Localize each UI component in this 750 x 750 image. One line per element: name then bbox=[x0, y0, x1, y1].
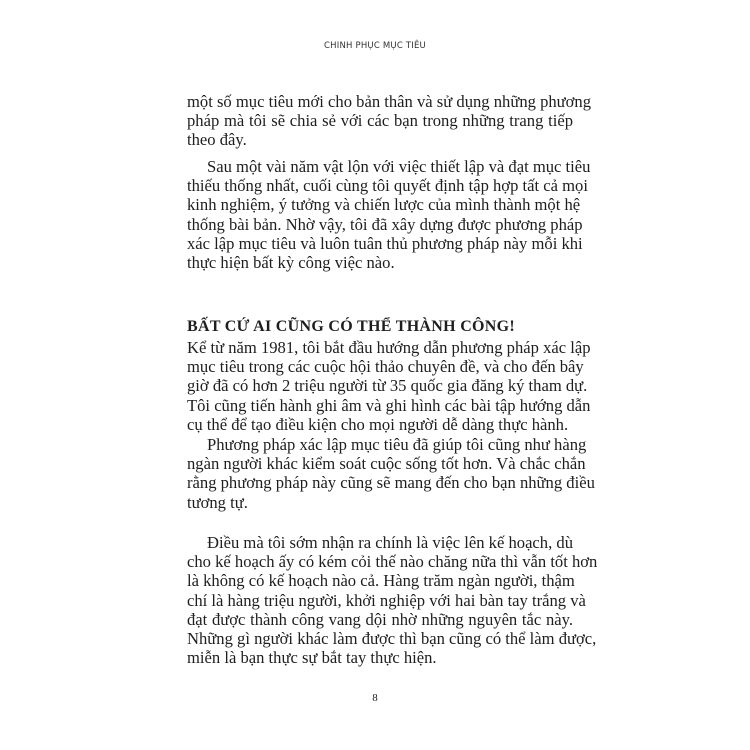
text-line: cụ thể để tạo điều kiện cho mọi người dễ dàng thực hành. bbox=[187, 414, 569, 434]
paragraph-method bbox=[187, 435, 595, 512]
text-line: theo đây. bbox=[187, 130, 247, 150]
text-line: chí là hàng triệu người, khởi nghiệp với hai bàn tay trắng và bbox=[187, 590, 586, 610]
text-line: Kể từ năm 1981, tôi bắt đầu hướng dẫn phương pháp xác lập bbox=[187, 338, 591, 357]
text-line: Những gì người khác làm được thì bạn cũng có thể làm được, bbox=[187, 628, 597, 648]
paragraph-continuation bbox=[187, 92, 592, 150]
text-line: giờ đã có hơn 2 triệu người từ 35 quốc gia đăng ký tham dự. bbox=[187, 376, 588, 396]
paragraph-planning bbox=[187, 533, 598, 668]
paragraph-since-1981 bbox=[187, 338, 591, 434]
text-line: là không có kế hoạch nào cả. Hàng trăm ngàn người, thậm bbox=[187, 571, 575, 591]
text-line: thiếu thống nhất, cuối cùng tôi quyết định tập hợp tất cả mọi bbox=[187, 176, 588, 196]
text-line: Phương pháp xác lập mục tiêu đã giúp tôi cũng như hàng bbox=[207, 435, 587, 454]
running-header: CHINH PHỤC MỤC TIÊU bbox=[324, 41, 426, 51]
page-number: 8 bbox=[372, 692, 378, 704]
text-line: thực hiện bất kỳ công việc nào. bbox=[187, 252, 395, 272]
section-heading: BẤT CỨ AI CŨNG CÓ THỂ THÀNH CÔNG! bbox=[187, 318, 516, 335]
text-line: Điều mà tôi sớm nhận ra chính là việc lên kế hoạch, dù bbox=[207, 533, 573, 552]
paragraph-system bbox=[187, 157, 591, 272]
text-line: tương tự. bbox=[187, 492, 248, 512]
text-line: kinh nghiệm, ý tưởng và chiến lược của mình thành một hệ bbox=[187, 195, 581, 215]
text-line: một số mục tiêu mới cho bản thân và sử dụng những phương bbox=[187, 92, 592, 111]
text-line: cho kế hoạch ấy có kém cỏi thế nào chăng nữa thì vẫn tốt hơn bbox=[187, 552, 598, 572]
text-line: Sau một vài năm vật lộn với việc thiết lập và đạt mục tiêu bbox=[207, 157, 591, 176]
text-line: xác lập mục tiêu và luôn tuân thủ phương pháp này mỗi khi bbox=[187, 233, 583, 253]
text-line: pháp mà tôi sẽ chia sẻ với các bạn trong những trang tiếp bbox=[187, 111, 573, 131]
text-line: đạt được thành công vang dội nhờ những nguyên tắc này. bbox=[187, 609, 573, 629]
text-line: ngàn người khác kiểm soát cuộc sống tốt hơn. Và chắc chắn bbox=[187, 454, 586, 474]
text-line: miễn là bạn thực sự bắt tay thực hiện. bbox=[187, 648, 437, 668]
text-line: thống bài bản. Nhờ vậy, tôi đã xây dựng được phương pháp bbox=[187, 214, 583, 234]
text-line: mục tiêu trong các cuộc hội thảo chuyên đề, và cho đến bây bbox=[187, 357, 584, 377]
text-line: rằng phương pháp này cũng sẽ mang đến cho bạn những điều bbox=[187, 473, 595, 493]
text-line: Tôi cũng tiến hành ghi âm và ghi hình các bài tập hướng dẫn bbox=[187, 395, 591, 415]
